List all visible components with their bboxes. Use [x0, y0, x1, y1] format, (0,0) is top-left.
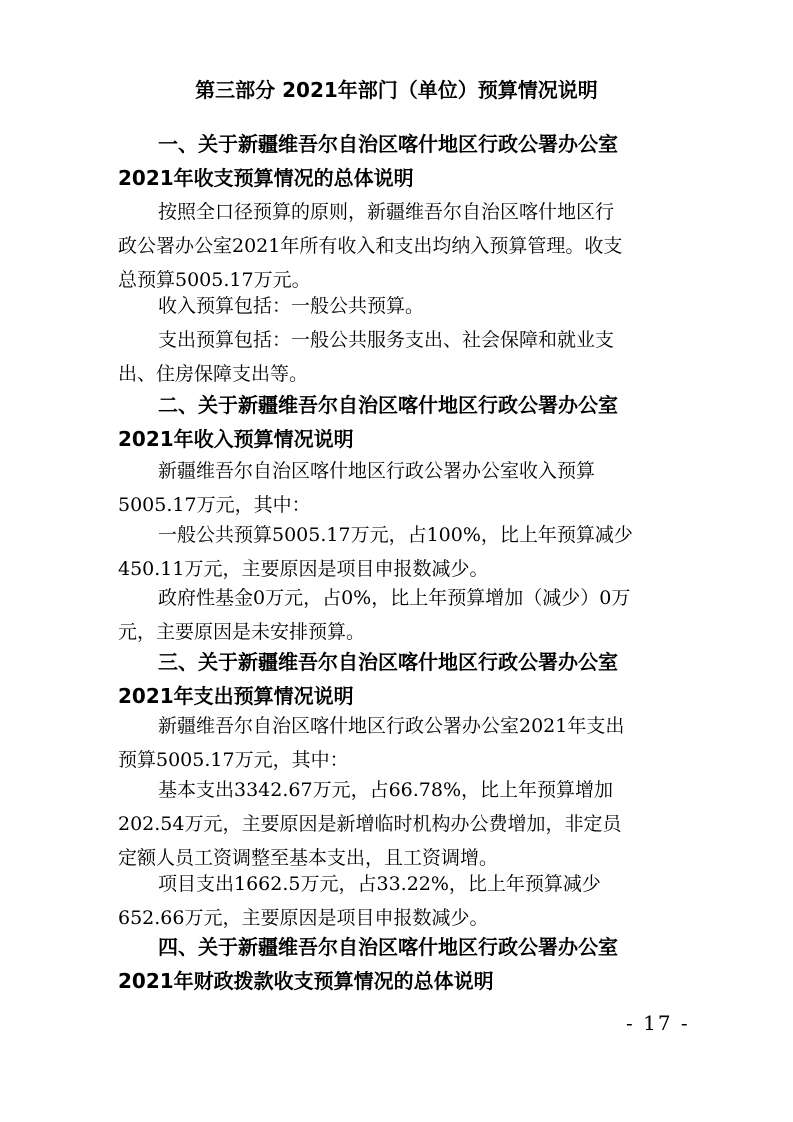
paragraph-line: 450.11万元，主要原因是项目申报数减少。 — [118, 558, 489, 580]
heading-line: 一、关于新疆维吾尔自治区喀什地区行政公署办公室 — [158, 132, 618, 156]
section-1-heading — [118, 127, 674, 195]
heading-line: 四、关于新疆维吾尔自治区喀什地区行政公署办公室 — [158, 935, 618, 959]
section-3-paragraph-1 — [118, 709, 674, 777]
paragraph-line: 202.54万元，主要原因是新增临时机构办公费增加，非定员 — [118, 813, 622, 835]
paragraph-line: 新疆维吾尔自治区喀什地区行政公署办公室2021年支出 — [158, 715, 625, 737]
section-2-paragraph-3 — [118, 581, 674, 649]
paragraph-line: 5005.17万元，其中： — [118, 494, 311, 516]
page-title: 第三部分 2021年部门（单位）预算情况说明 — [195, 78, 598, 102]
heading-line: 二、关于新疆维吾尔自治区喀什地区行政公署办公室 — [158, 393, 618, 417]
section-3-heading — [118, 645, 674, 713]
paragraph-line: 政府性基金0万元，占0%，比上年预算增加（减少）0万 — [158, 587, 631, 609]
heading-line: 2021年收支预算情况的总体说明 — [118, 166, 414, 190]
paragraph-line: 按照全口径预算的原则，新疆维吾尔自治区喀什地区行 — [158, 201, 615, 223]
section-1-paragraph-3 — [118, 323, 674, 391]
paragraph-line: 支出预算包括：一般公共服务支出、社会保障和就业支 — [158, 329, 615, 351]
section-2-heading — [118, 388, 674, 456]
section-2-paragraph-1 — [118, 454, 674, 522]
paragraph-line: 政公署办公室2021年所有收入和支出均纳入预算管理。收支 — [118, 235, 623, 257]
paragraph-line: 项目支出1662.5万元，占33.22%，比上年预算减少 — [158, 873, 601, 895]
heading-line: 三、关于新疆维吾尔自治区喀什地区行政公署办公室 — [158, 650, 618, 674]
section-1-paragraph-2 — [118, 289, 674, 323]
paragraph-line: 基本支出3342.67万元，占66.78%，比上年预算增加 — [158, 779, 614, 801]
page-number: - 17 - — [626, 1011, 690, 1035]
paragraph-line: 出、住房保障支出等。 — [118, 363, 309, 385]
paragraph-line: 收入预算包括：一般公共预算。 — [158, 295, 425, 317]
section-3-paragraph-2 — [118, 773, 674, 875]
heading-line: 2021年财政拨款收支预算情况的总体说明 — [118, 969, 494, 993]
section-4-heading — [118, 930, 674, 998]
paragraph-line: 一般公共预算5005.17万元，占100%，比上年预算减少 — [158, 524, 633, 546]
section-3-paragraph-3 — [118, 867, 674, 935]
heading-line: 2021年支出预算情况说明 — [118, 684, 354, 708]
section-1-paragraph-1 — [118, 195, 674, 297]
section-2-paragraph-2 — [118, 518, 674, 586]
paragraph-line: 652.66万元，主要原因是项目申报数减少。 — [118, 907, 489, 929]
paragraph-line: 定额人员工资调整至基本支出，且工资调增。 — [118, 847, 499, 869]
heading-line: 2021年收入预算情况说明 — [118, 427, 354, 451]
paragraph-line: 新疆维吾尔自治区喀什地区行政公署办公室收入预算 — [158, 460, 596, 482]
paragraph-line: 元，主要原因是未安排预算。 — [118, 621, 366, 643]
paragraph-line: 预算5005.17万元，其中： — [118, 749, 349, 771]
paragraph-line: 总预算5005.17万元。 — [118, 269, 311, 291]
